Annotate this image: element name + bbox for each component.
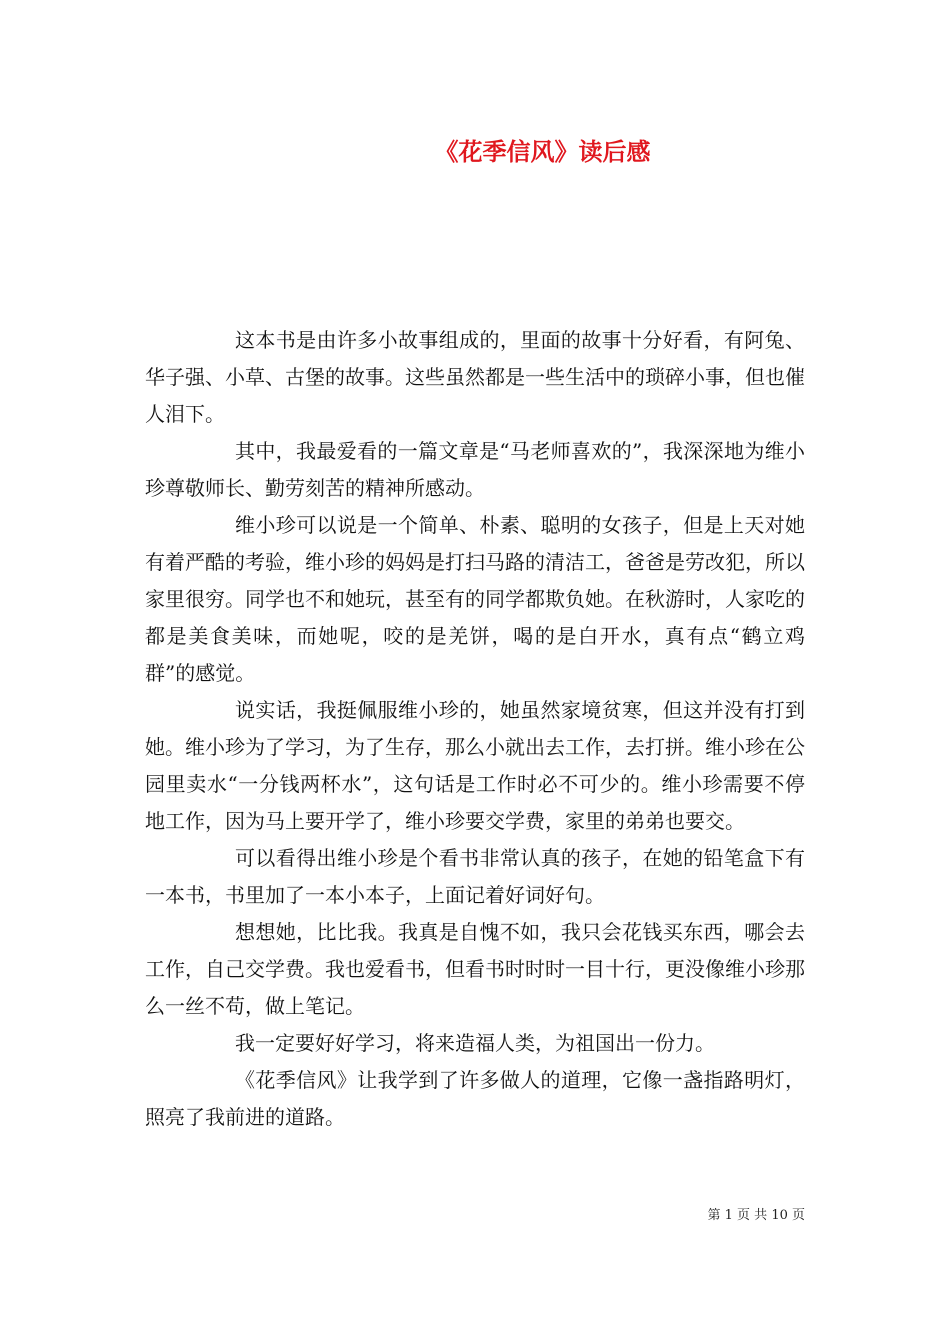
paragraph: 可以看得出维小珍是个看书非常认真的孩子，在她的铅笔盒下有一本书，书里加了一本小本子，上面记着好词好句。 — [145, 846, 805, 907]
paragraph: 说实话，我挺佩服维小珍的，她虽然家境贫寒，但这并没有打到她。维小珍为了学习，为了生存，那么小就出去工作，去打拼。维小珍在公园里卖水“一分钱两杯水”，这句话是工作时必不可少的。维小珍需要不停地工作，因为马上要开学了，维小珍要交学费，家里的弟弟也要交。 — [145, 698, 805, 833]
paragraph: 这本书是由许多小故事组成的，里面的故事十分好看，有阿兔、华子强、小草、古堡的故事。这些虽然都是一些生活中的琐碎小事，但也催人泪下。 — [145, 328, 805, 426]
document-body — [145, 322, 805, 1136]
paragraph: 其中，我最爱看的一篇文章是“马老师喜欢的”，我深深地为维小珍尊敬师长、勤劳刻苦的精神所感动。 — [145, 439, 805, 500]
paragraph: 想想她，比比我。我真是自愧不如，我只会花钱买东西，哪会去工作，自己交学费。我也爱看书，但看书时时时一目十行，更没像维小珍那么一丝不苟，做上笔记。 — [145, 920, 805, 1018]
paragraph: 维小珍可以说是一个简单、朴素、聪明的女孩子，但是上天对她有着严酷的考验，维小珍的妈妈是打扫马路的清洁工，爸爸是劳改犯，所以家里很穷。同学也不和她玩，甚至有的同学都欺负她。在秋游时，人家吃的都是美食美味，而她呢，咬的是羌饼，喝的是白开水，真有点“鹤立鸡群”的感觉。 — [145, 513, 805, 685]
paragraph: 我一定要好好学习，将来造福人类，为祖国出一份力。 — [235, 1031, 715, 1055]
document-title: 《花季信风》读后感 — [434, 137, 651, 166]
page-number-footer: 第 1 页 共 10 页 — [707, 1208, 805, 1223]
paragraph: 《花季信风》让我学到了许多做人的道理，它像一盏指路明灯，照亮了我前进的道路。 — [145, 1068, 805, 1129]
